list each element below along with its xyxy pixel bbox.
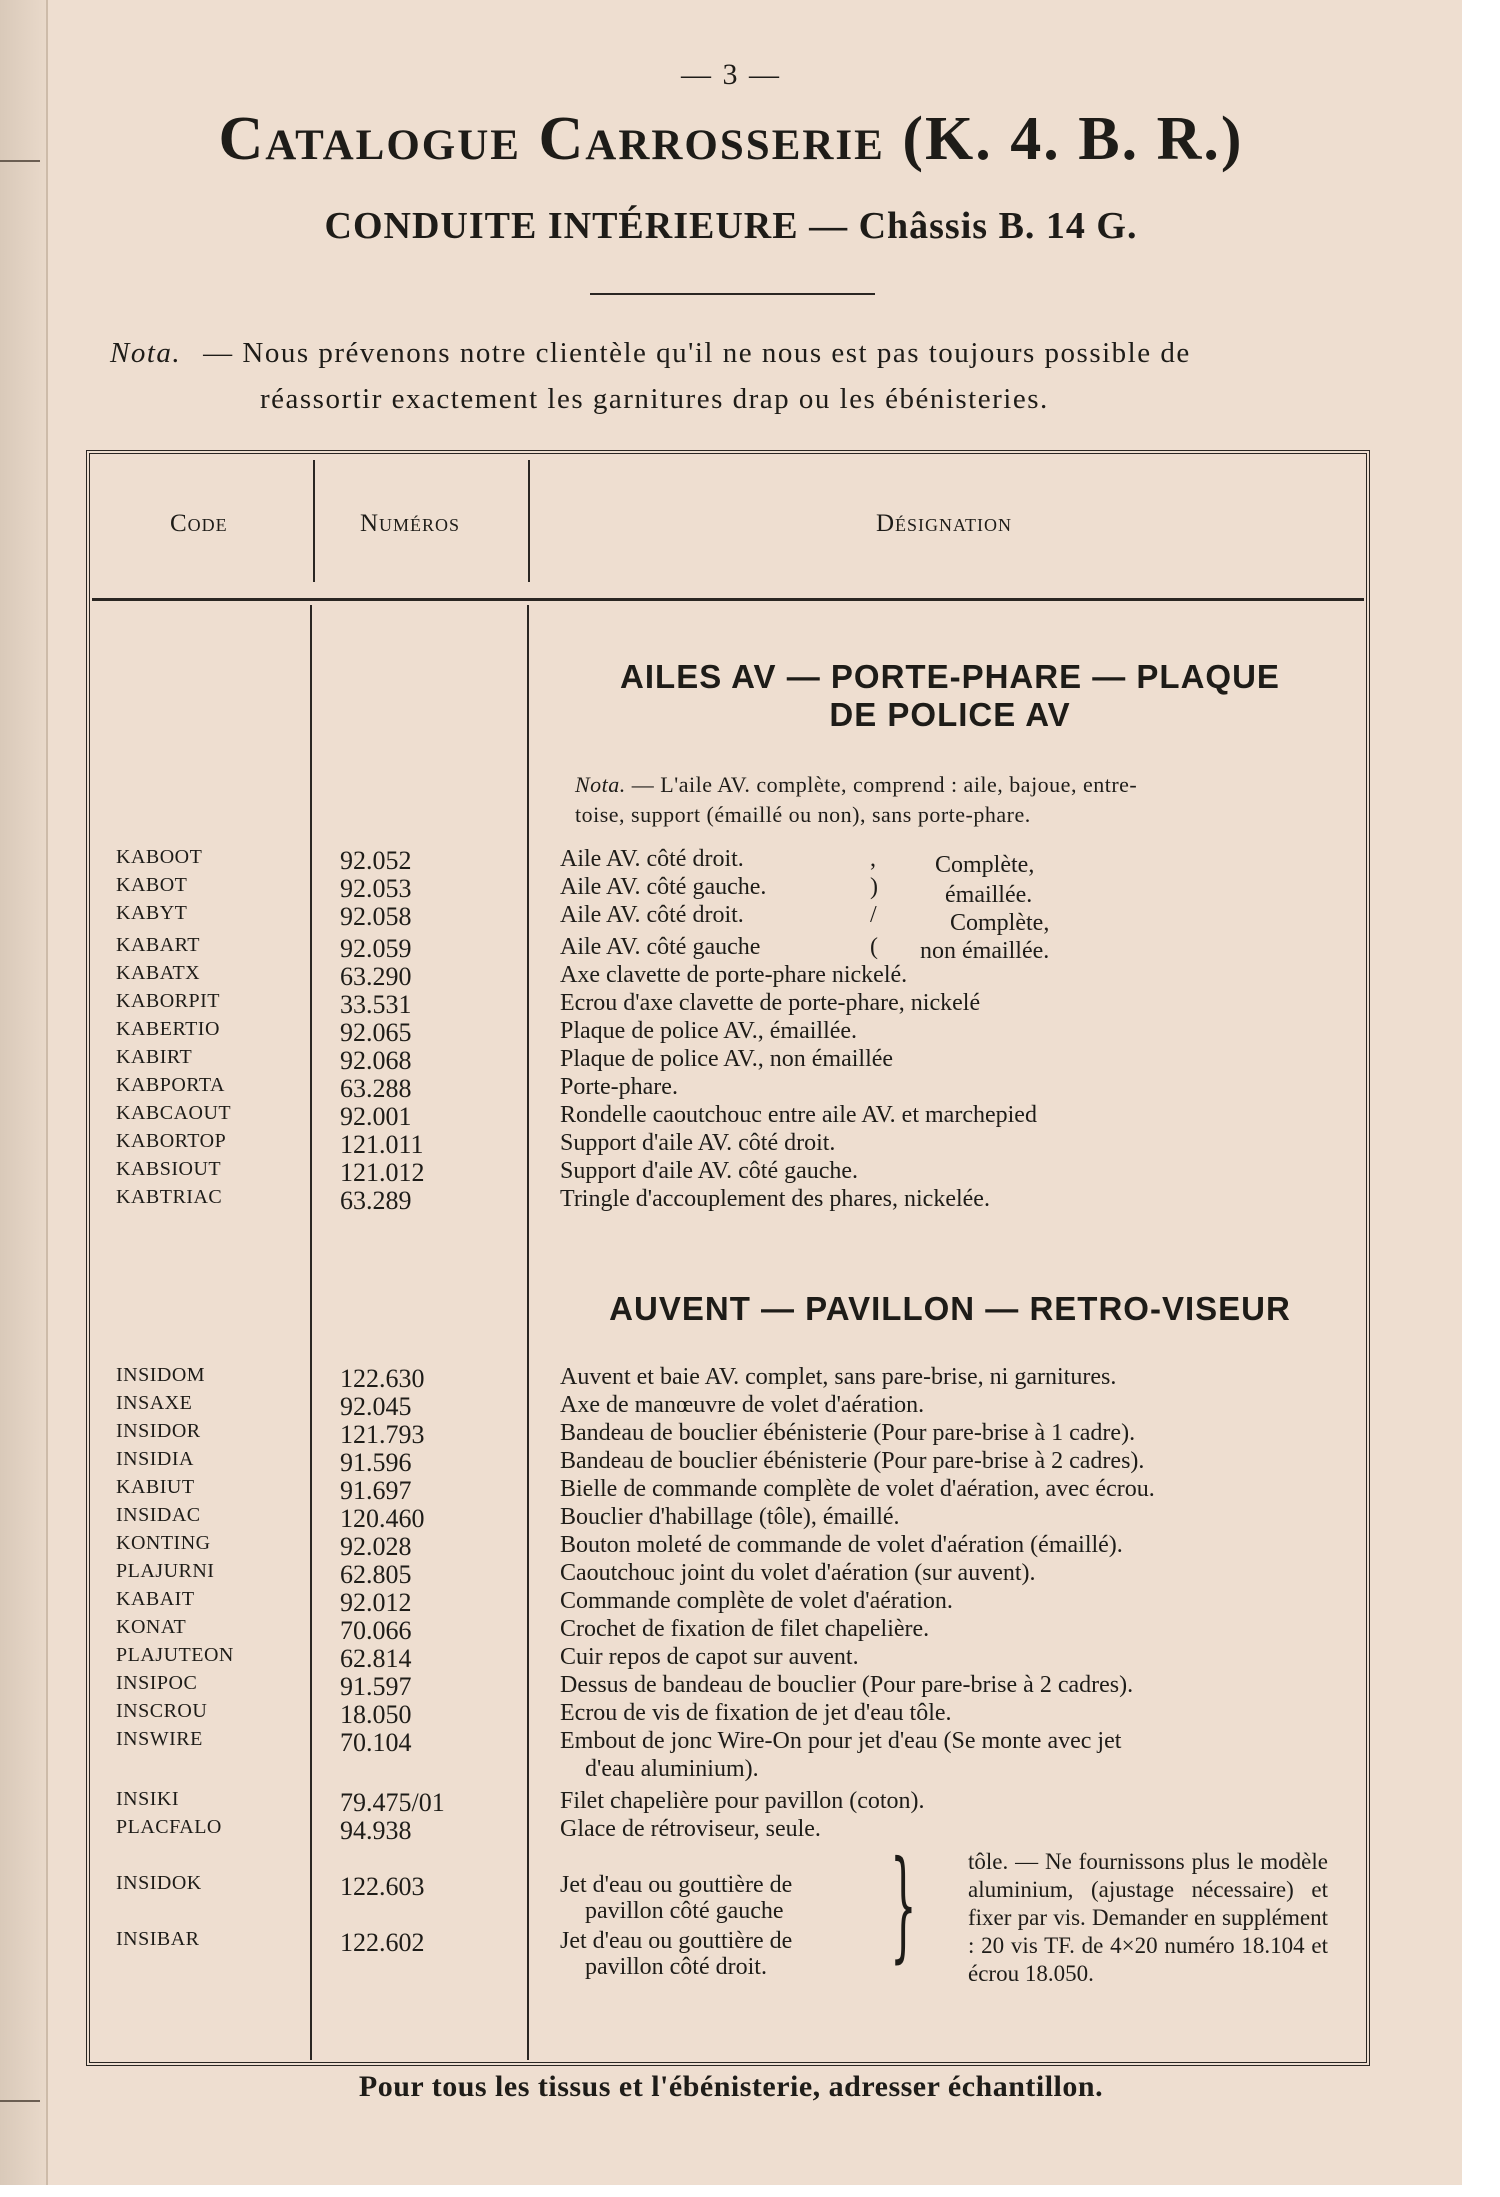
table-row xyxy=(0,1476,1400,1504)
row-code: KABORPIT xyxy=(116,990,221,1012)
row-number: 92.068 xyxy=(340,1046,412,1075)
brace-glyph: ) xyxy=(870,874,878,900)
table-row xyxy=(0,1046,1400,1074)
row-designation: Jet d'eau ou gouttière de xyxy=(560,1872,793,1898)
title-divider xyxy=(590,293,875,295)
section-title-ailes xyxy=(555,658,1345,734)
header-divider xyxy=(92,598,1364,601)
row-designation: Commande complète de volet d'aération. xyxy=(560,1588,953,1614)
table-row xyxy=(0,1588,1400,1616)
table-row xyxy=(0,846,1400,874)
row-number: 92.028 xyxy=(340,1532,412,1561)
table-row xyxy=(0,1130,1400,1158)
row-designation: Plaque de police AV., non émaillée xyxy=(560,1046,894,1072)
row-designation: Tringle d'accouplement des phares, nickelée. xyxy=(560,1186,990,1212)
table-row xyxy=(0,1728,1400,1756)
row-designation: Rondelle caoutchouc entre aile AV. et marchepied xyxy=(560,1102,1037,1128)
row-code: KABAIT xyxy=(116,1588,195,1610)
row-number: 92.052 xyxy=(340,846,412,875)
table-row-continuation xyxy=(0,1756,1400,1784)
section-title-auvent: AUVENT — PAVILLON — RETRO-VISEUR xyxy=(609,1290,1291,1327)
row-designation-cont: pavillon côté droit. xyxy=(585,1954,767,1980)
row-code: KABART xyxy=(116,934,201,956)
row-designation: Aile AV. côté gauche xyxy=(560,934,761,960)
row-number: 92.012 xyxy=(340,1588,412,1617)
row-designation: Dessus de bandeau de bouclier (Pour pare-brise à 2 cadres). xyxy=(560,1672,1134,1698)
row-code: INSCROU xyxy=(116,1700,208,1722)
table-row xyxy=(0,990,1400,1018)
page-number: — 3 — xyxy=(681,58,781,91)
row-designation-cont: pavillon côté gauche xyxy=(585,1898,784,1924)
header-numeros: Numéros xyxy=(360,510,461,537)
nota-text-line2: réassortir exactement les garnitures drap ou les ébénisteries. xyxy=(260,383,1049,415)
nota-text-line1: — Nous prévenons notre clientèle qu'il ne nous est pas toujours possible de xyxy=(203,337,1191,369)
table-row xyxy=(0,934,1400,962)
group-note: Complète, xyxy=(950,910,1050,936)
header-code: Code xyxy=(170,510,228,537)
table-row xyxy=(0,1392,1400,1420)
row-code: INSIPOC xyxy=(116,1672,198,1694)
table-row xyxy=(0,1700,1400,1728)
table-row xyxy=(0,902,1400,930)
row-designation: Plaque de police AV., émaillée. xyxy=(560,1018,858,1044)
header-designation: Désignation xyxy=(876,510,1013,537)
row-designation: Jet d'eau ou gouttière de xyxy=(560,1928,793,1954)
table-row xyxy=(0,1186,1400,1214)
row-code: KABTRIAC xyxy=(116,1186,223,1208)
page-subtitle: CONDUITE INTÉRIEURE — Châssis B. 14 G. xyxy=(324,205,1138,247)
row-code: KABPORTA xyxy=(116,1074,225,1096)
row-number: 122.603 xyxy=(340,1872,425,1901)
brace-glyph: } xyxy=(890,1836,917,1975)
brace-glyph: / xyxy=(870,902,877,928)
section-nota xyxy=(575,770,1335,830)
row-designation: Bandeau de bouclier ébénisterie (Pour pare-brise à 2 cadres). xyxy=(560,1448,1145,1474)
row-designation: Crochet de fixation de filet chapelière. xyxy=(560,1616,930,1642)
row-number: 63.288 xyxy=(340,1074,412,1103)
section-nota-line2: toise, support (émaillé ou non), sans porte-phare. xyxy=(575,802,1031,827)
group-note: émaillée. xyxy=(945,882,1033,908)
brace-glyph: ( xyxy=(870,934,878,960)
table-row xyxy=(0,1504,1400,1532)
row-code: INSIDOR xyxy=(116,1420,201,1442)
row-code: INSIBAR xyxy=(116,1928,200,1950)
row-code: INSIDIA xyxy=(116,1448,194,1470)
row-designation: Embout de jonc Wire-On pour jet d'eau (Se monte avec jet xyxy=(560,1728,1122,1754)
table-row xyxy=(0,962,1400,990)
row-code: INSWIRE xyxy=(116,1728,203,1750)
row-number: 63.289 xyxy=(340,1186,412,1215)
row-number: 92.053 xyxy=(340,874,412,903)
row-code: KABIUT xyxy=(116,1476,195,1498)
group-note: non émaillée. xyxy=(920,938,1050,964)
row-designation: Bielle de commande complète de volet d'aération, avec écrou. xyxy=(560,1476,1155,1502)
row-number: 62.805 xyxy=(340,1560,412,1589)
row-code: KABERTIO xyxy=(116,1018,220,1040)
row-designation: Bouclier d'habillage (tôle), émaillé. xyxy=(560,1504,900,1530)
section-nota-label: Nota. xyxy=(575,772,626,797)
row-number: 92.045 xyxy=(340,1392,412,1421)
row-number: 121.011 xyxy=(340,1130,424,1159)
row-number: 79.475/01 xyxy=(340,1788,445,1817)
row-number: 63.290 xyxy=(340,962,412,991)
row-designation: Auvent et baie AV. complet, sans pare-brise, ni garnitures. xyxy=(560,1364,1117,1390)
row-designation: Filet chapelière pour pavillon (coton). xyxy=(560,1788,925,1814)
table-row xyxy=(0,1788,1400,1816)
row-designation: Porte-phare. xyxy=(560,1074,678,1100)
section-title-line: AILES AV — PORTE-PHARE — PLAQUE xyxy=(620,658,1280,695)
table-row xyxy=(0,1364,1400,1392)
row-code: INSIDAC xyxy=(116,1504,201,1526)
column-divider xyxy=(528,460,530,582)
row-number: 122.602 xyxy=(340,1928,425,1957)
row-code: KONTING xyxy=(116,1532,211,1554)
table-row xyxy=(0,1074,1400,1102)
row-number: 94.938 xyxy=(340,1816,412,1845)
row-designation: Support d'aile AV. côté droit. xyxy=(560,1130,836,1156)
row-code: KONAT xyxy=(116,1616,187,1638)
row-number: 121.793 xyxy=(340,1420,425,1449)
row-code: INSIKI xyxy=(116,1788,179,1810)
table-row xyxy=(0,1644,1400,1672)
intro-nota xyxy=(110,330,1360,422)
row-number: 92.058 xyxy=(340,902,412,931)
table-row xyxy=(0,1158,1400,1186)
row-code: KABATX xyxy=(116,962,201,984)
row-designation: Aile AV. côté droit. xyxy=(560,902,744,928)
table-row xyxy=(0,1018,1400,1046)
row-designation: Cuir repos de capot sur auvent. xyxy=(560,1644,859,1670)
row-code: INSIDOM xyxy=(116,1364,206,1386)
table-row xyxy=(0,1532,1400,1560)
row-designation-cont: d'eau aluminium). xyxy=(585,1756,759,1782)
row-code: KABCAOUT xyxy=(116,1102,232,1124)
row-designation: Ecrou de vis de fixation de jet d'eau tôle. xyxy=(560,1700,952,1726)
table-row xyxy=(0,1616,1400,1644)
row-number: 92.065 xyxy=(340,1018,412,1047)
row-number: 121.012 xyxy=(340,1158,425,1187)
row-designation: Glace de rétroviseur, seule. xyxy=(560,1816,821,1842)
row-designation: Caoutchouc joint du volet d'aération (sur auvent). xyxy=(560,1560,1036,1586)
section-title-line: DE POLICE AV xyxy=(829,696,1071,733)
row-number: 62.814 xyxy=(340,1644,412,1673)
table-row xyxy=(0,1816,1400,1844)
row-number: 70.104 xyxy=(340,1728,412,1757)
section-nota-line1: — L'aile AV. complète, comprend : aile, bajoue, entre- xyxy=(631,772,1138,797)
row-number: 92.059 xyxy=(340,934,412,963)
row-code: PLAJUTEON xyxy=(116,1644,234,1666)
table-row xyxy=(0,874,1400,902)
page-footer: Pour tous les tissus et l'ébénisterie, adresser échantillon. xyxy=(358,2070,1104,2103)
row-code: KABSIOUT xyxy=(116,1158,222,1180)
row-code: INSIDOK xyxy=(116,1872,202,1894)
row-designation: Aile AV. côté droit. xyxy=(560,846,744,872)
row-code: KABYT xyxy=(116,902,188,924)
row-code: PLACFALO xyxy=(116,1816,222,1838)
brace-glyph: , xyxy=(870,846,876,872)
row-code: PLAJURNI xyxy=(116,1560,215,1582)
row-code: KABIRT xyxy=(116,1046,193,1068)
row-number: 33.531 xyxy=(340,990,412,1019)
row-designation: Support d'aile AV. côté gauche. xyxy=(560,1158,859,1184)
nota-label: Nota. xyxy=(110,337,182,369)
table-row xyxy=(0,1102,1400,1130)
row-number: 120.460 xyxy=(340,1504,425,1533)
table-row xyxy=(0,1448,1400,1476)
row-designation: Axe clavette de porte-phare nickelé. xyxy=(560,962,908,988)
jet-note: tôle. — Ne fournissons plus le modèle aluminium, (ajustage nécessaire) et fixer par vis. Demander en supplément : 20 vis TF. de 4×20 numéro 18.104 et écrou 18.050. xyxy=(968,1849,1328,1986)
row-number: 122.630 xyxy=(340,1364,425,1393)
row-code: KABOOT xyxy=(116,846,203,868)
table-row xyxy=(0,1560,1400,1588)
row-number: 70.066 xyxy=(340,1616,412,1645)
table-row xyxy=(0,1672,1400,1700)
row-designation: Ecrou d'axe clavette de porte-phare, nickelé xyxy=(560,990,981,1016)
row-code: INSAXE xyxy=(116,1392,193,1414)
page-title: Catalogue Carrosserie (K. 4. B. R.) xyxy=(218,105,1244,173)
row-number: 92.001 xyxy=(340,1102,412,1131)
row-designation: Axe de manœuvre de volet d'aération. xyxy=(560,1392,925,1418)
group-note: Complète, xyxy=(935,852,1035,878)
row-code: KABORTOP xyxy=(116,1130,227,1152)
row-number: 91.596 xyxy=(340,1448,412,1477)
row-designation: Aile AV. côté gauche. xyxy=(560,874,767,900)
column-divider xyxy=(313,460,315,582)
row-designation: Bouton moleté de commande de volet d'aération (émaillé). xyxy=(560,1532,1123,1558)
row-number: 18.050 xyxy=(340,1700,412,1729)
row-number: 91.697 xyxy=(340,1476,412,1505)
row-code: KABOT xyxy=(116,874,188,896)
table-row xyxy=(0,1420,1400,1448)
row-number: 91.597 xyxy=(340,1672,412,1701)
row-designation: Bandeau de bouclier ébénisterie (Pour pare-brise à 1 cadre). xyxy=(560,1420,1136,1446)
